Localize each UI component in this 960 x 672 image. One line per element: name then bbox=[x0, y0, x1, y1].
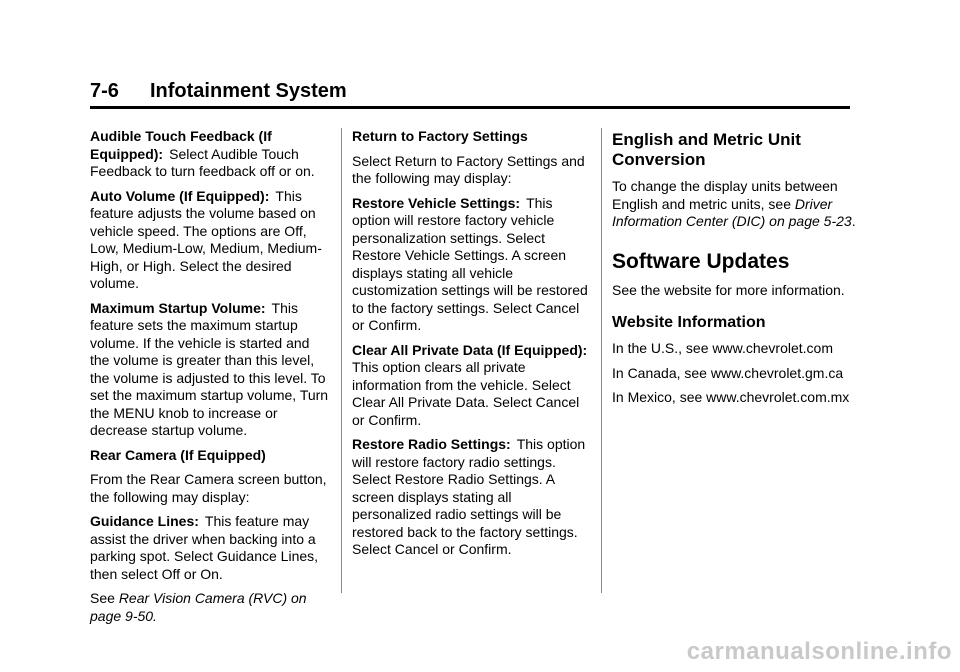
column-divider-1 bbox=[341, 128, 342, 593]
column-2 bbox=[352, 128, 594, 566]
body-text: To change the display units between English and metric units, see bbox=[612, 178, 838, 212]
term-text: This feature may assist the driver when backing into a parking spot. Select Guidance Lines, then select Off or On. bbox=[90, 513, 319, 582]
paragraph-auto-volume bbox=[90, 188, 330, 293]
term-label: Maximum Startup Volume: bbox=[90, 299, 266, 316]
column-3 bbox=[612, 128, 862, 414]
heading-rear-camera: Rear Camera (If Equipped) bbox=[90, 446, 266, 463]
paragraph-software-updates: See the website for more information. bbox=[612, 281, 845, 298]
term-text: This option clears all private information from the vehicle. Select Clear All Private Data. Select Cancel or Confirm. bbox=[352, 359, 580, 428]
paragraph-guidance-lines bbox=[90, 513, 330, 583]
paragraph-restore-radio bbox=[352, 436, 594, 559]
paragraph-us-website: In the U.S., see www.chevrolet.com bbox=[612, 340, 833, 356]
term-label: Restore Vehicle Settings: bbox=[352, 194, 521, 211]
heading-return-factory: Return to Factory Settings bbox=[352, 128, 528, 144]
heading-english-metric: English and Metric Unit Conversion bbox=[612, 130, 801, 169]
term-text: This feature sets the maximum startup volume. If the vehicle is started and the volume is greater than this level, the volume is adjusted to this level. To set the maximum startup volume, Turn the MENU knob to increase or decrease startup volume. bbox=[90, 299, 329, 438]
paragraph-see-rvc bbox=[90, 590, 330, 625]
page-header bbox=[90, 80, 850, 109]
term-label: Auto Volume (If Equipped): bbox=[90, 187, 270, 204]
see-prefix: See bbox=[90, 590, 115, 606]
paragraph-restore-vehicle bbox=[352, 195, 594, 335]
term-text: This option will restore factory vehicle personalization settings. Select Restore Vehicle Settings. A screen displays stating all vehicle customization settings will be restored to the factory settings. Select Cancel or Confirm. bbox=[352, 194, 588, 333]
term-label: Guidance Lines: bbox=[90, 513, 199, 529]
page-number: 7-6 bbox=[90, 80, 119, 102]
term-text: Select Audible Touch Feedback to turn feedback off or on. bbox=[90, 145, 315, 179]
heading-software-updates: Software Updates bbox=[612, 249, 790, 273]
paragraph-canada-website: In Canada, see www.chevrolet.gm.ca bbox=[612, 364, 844, 381]
cross-reference-link[interactable]: Driver Information Center (DIC) on page 5-23 bbox=[612, 195, 852, 229]
cross-reference-link[interactable]: Rear Vision Camera (RVC) on page 9-50. bbox=[90, 590, 307, 624]
term-label: Audible Touch Feedback (If Equipped): bbox=[90, 128, 272, 162]
section-title: Infotainment System bbox=[150, 80, 347, 102]
watermark: carmanualsonline.info bbox=[686, 638, 952, 665]
term-label: Clear All Private Data (If Equipped): bbox=[352, 341, 588, 358]
period: . bbox=[851, 213, 856, 229]
paragraph-mexico-website: In Mexico, see www.chevrolet.com.mx bbox=[612, 389, 850, 405]
paragraph-max-startup-volume bbox=[90, 300, 330, 440]
heading-website-info: Website Information bbox=[612, 314, 766, 331]
column-1 bbox=[90, 128, 330, 632]
paragraph-return-factory-intro: Select Return to Factory Settings and the following may display: bbox=[352, 152, 585, 186]
paragraph-audible-touch bbox=[90, 128, 330, 181]
term-label: Restore Radio Settings: bbox=[352, 436, 511, 452]
paragraph-rear-camera-intro: From the Rear Camera screen button, the following may display: bbox=[90, 471, 327, 505]
term-text: This option will restore factory radio settings. Select Restore Radio Settings. A screen displays stating all personalized radio settings will be restored back to the factory settings. Select Cancel or Confirm. bbox=[352, 436, 586, 557]
paragraph-clear-private-data bbox=[352, 342, 594, 430]
column-divider-2 bbox=[601, 128, 602, 593]
paragraph-english-metric bbox=[612, 178, 862, 231]
term-text: This feature adjusts the volume based on vehicle speed. The options are Off, Low, Medium-Low, Medium, Medium-High, or High. Select the desired volume. bbox=[90, 187, 322, 291]
